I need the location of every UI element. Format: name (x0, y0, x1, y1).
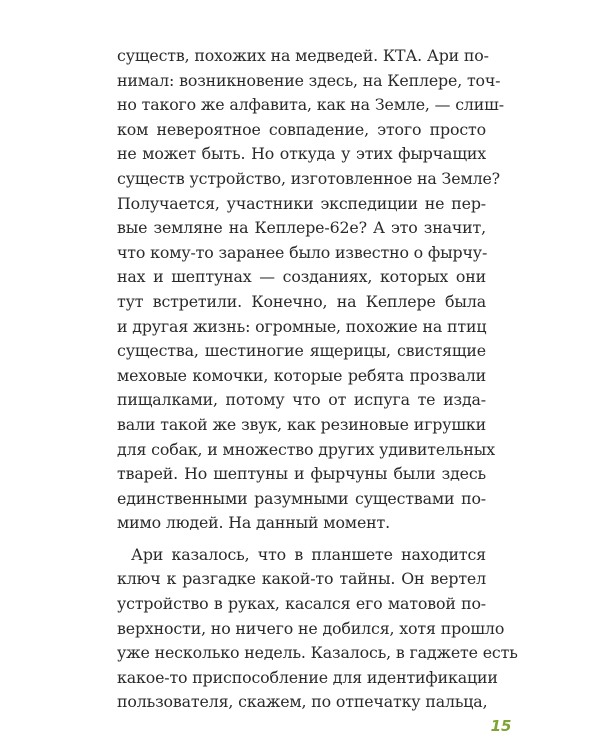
text-line: ком невероятное совпадение, этого просто (117, 119, 486, 139)
text-line: уже несколько недель. Казалось, в гаджете есть (117, 643, 518, 663)
text-line: единственными разумными существами по- (117, 488, 486, 508)
text-line: Получается, участники экспедиции не пер- (117, 193, 486, 213)
paragraph-1 (117, 44, 504, 536)
text-line: мимо людей. На данный момент. (117, 513, 390, 533)
text-line: пользователя, скажем, по отпечатку пальца, (117, 692, 488, 712)
text-line: нах и шептунах — созданиях, которых они (117, 267, 486, 287)
text-line: устройство в руках, касался его матовой по- (117, 594, 486, 614)
text-line: существ устройство, изготовленное на Земле? (117, 168, 500, 188)
text-line: для собак, и множество других удивительных (117, 439, 495, 459)
text-line: что кому-то заранее было известно о фырчу- (117, 242, 488, 262)
text-line: вые земляне на Кеплере-62е? А это значит, (117, 218, 486, 238)
text-line: нимал: возникновение здесь, на Кеплере, точ- (117, 70, 501, 90)
text-line: существ, похожих на медведей. КТА. Ари по- (117, 46, 489, 65)
text-line: Ари казалось, что в планшете находится (131, 544, 486, 564)
text-line: меховые комочки, которые ребята прозвали (117, 365, 486, 385)
text-line: существа, шестиногие ящерицы, свистящие (117, 341, 486, 361)
text-line: вали такой же звук, как резиновые игрушки (117, 414, 486, 434)
text-line: верхности, но ничего не добился, хотя прошло (117, 618, 505, 638)
text-line: пищалками, потому что от испуга те изда- (117, 390, 486, 410)
text-line: тут встретили. Конечно, на Кеплере была (117, 291, 486, 311)
text-line: какое-то приспособление для идентификации (117, 667, 498, 687)
text-line: но такого же алфавита, как на Земле, — слиш- (117, 95, 504, 115)
paragraph-2 (117, 543, 518, 715)
text-line: ключ к разгадке какой-то тайны. Он вертел (117, 569, 486, 589)
page-number: 15 (490, 717, 512, 735)
text-line: не может быть. Но откуда у этих фырчащих (117, 144, 486, 164)
text-line: тварей. Но шептуны и фырчуны были здесь (117, 464, 486, 484)
body-text (117, 44, 518, 715)
paragraph-gap (117, 536, 486, 543)
text-line: и другая жизнь: огромные, похожие на птиц (117, 316, 487, 336)
